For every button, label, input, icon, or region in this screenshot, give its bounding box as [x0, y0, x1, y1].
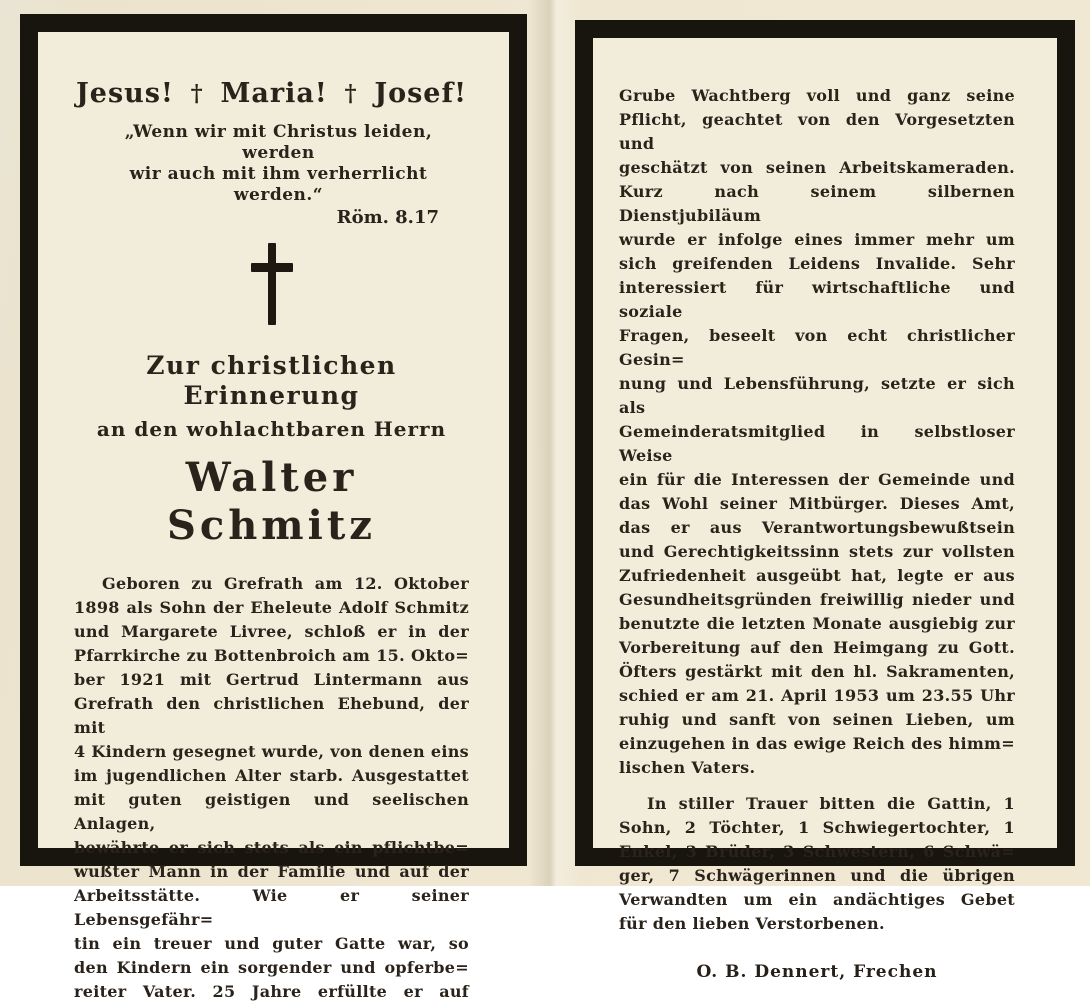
- scripture-quote-line: wir auch mit ihm verherrlicht werden.“: [129, 164, 428, 205]
- text-line: Geboren zu Grefrath am 12. Oktober: [102, 574, 469, 593]
- text-line: nung und Lebensführung, setzte er sich als: [619, 374, 1015, 417]
- text-line: benutzte die letzten Monate ausgiebig zur: [619, 614, 1015, 633]
- text-line: Pflicht, geachtet von den Vorgesetzten und: [619, 110, 1015, 153]
- left-page: [20, 14, 527, 1001]
- text-line: das Wohl seiner Mitbürger. Dieses Amt,: [619, 494, 1015, 513]
- text-line: wußter Mann in der Familie und auf der: [74, 862, 469, 881]
- text-line: ber 1921 mit Gertrud Lintermann aus: [74, 670, 469, 689]
- text-line: schied er am 21. April 1953 um 23.55 Uhr: [619, 686, 1015, 705]
- text-line: tin ein treuer und guter Gatte war, so: [74, 934, 469, 953]
- text-line: Kurz nach seinem silbernen Dienstjubiläum: [619, 182, 1015, 225]
- text-line: ruhig und sanft von seinen Lieben, um: [619, 710, 1015, 729]
- right-page: [575, 20, 1075, 982]
- text-line: ger, 7 Schwägerinnen und die übrigen: [619, 866, 1015, 885]
- text-line: Pfarrkirche zu Bottenbroich am 15. Okto=: [74, 646, 469, 665]
- dedication-line-2: an den wohlachtbaren Herrn: [96, 417, 447, 441]
- text-line: das er aus Verantwortungsbewußtsein: [619, 518, 1015, 537]
- biography-paragraph: [74, 572, 469, 1004]
- printer-credit: O. B. Dennert, Frechen: [696, 962, 938, 982]
- text-line: 1898 als Sohn der Eheleute Adolf Schmitz: [74, 598, 469, 617]
- text-line: Enkel, 3 Brüder, 3 Schwestern, 6 Schwä=: [619, 842, 1015, 861]
- text-line: Öfters gestärkt mit den hl. Sakramenten,: [619, 662, 1015, 681]
- text-line: bewährte er sich stets als ein pflichtbe=: [74, 838, 469, 857]
- cross-vertical-bar: [268, 243, 276, 325]
- invocation-josef: Josef!: [374, 78, 467, 109]
- scripture-reference: Röm. 8.17: [336, 207, 439, 228]
- invocation-line: [74, 78, 469, 109]
- text-line: Grube Wachtberg voll und ganz seine: [619, 86, 1015, 105]
- text-line: mit guten geistigen und seelischen Anlagen,: [74, 790, 469, 833]
- text-line: interessiert für wirtschaftliche und soziale: [619, 278, 1015, 321]
- text-line: im jugendlichen Alter starb. Ausgestattet: [74, 766, 469, 785]
- text-line: lischen Vaters.: [619, 758, 756, 777]
- latin-cross-icon: [247, 243, 297, 325]
- text-line: Zufriedenheit ausgeübt hat, legte er aus: [619, 566, 1015, 585]
- text-line: wurde er infolge eines immer mehr um: [619, 230, 1015, 249]
- deceased-name: Walter Schmitz: [166, 454, 377, 549]
- invocation-maria: Maria!: [220, 78, 328, 109]
- text-line: einzugehen in das ewige Reich des himm=: [619, 734, 1015, 753]
- text-line: den Kindern ein sorgender und opferbe=: [74, 958, 469, 977]
- biography-continued-paragraph: [619, 84, 1015, 780]
- text-line: und Gerechtigkeitssinn stets zur vollsten: [619, 542, 1015, 561]
- text-line: Grefrath den christlichen Ehebund, der mit: [74, 694, 469, 737]
- text-line: geschätzt von seinen Arbeitskameraden.: [619, 158, 1015, 177]
- text-line: Fragen, beseelt von echt christlicher Gesin=: [619, 326, 1015, 369]
- text-line: Gemeinderatsmitglied in selbstloser Weise: [619, 422, 1015, 465]
- mourning-paragraph: [619, 792, 1015, 936]
- invocation-jesus: Jesus!: [76, 78, 174, 109]
- center-fold: [528, 0, 580, 886]
- dedication-line-1: Zur christlichen Erinnerung: [146, 351, 397, 410]
- text-line: sich greifenden Leidens Invalide. Sehr: [619, 254, 1015, 273]
- text-line: ein für die Interessen der Gemeinde und: [619, 470, 1015, 489]
- text-line: Gesundheitsgründen freiwillig nieder und: [619, 590, 1015, 609]
- text-line: In stiller Trauer bitten die Gattin, 1: [647, 794, 1015, 813]
- cross-icon: †: [190, 80, 204, 107]
- text-line: für den lieben Verstorbenen.: [619, 914, 885, 933]
- cross-icon: †: [344, 80, 358, 107]
- scripture-quote: [74, 122, 469, 206]
- text-line: Sohn, 2 Töchter, 1 Schwiegertochter, 1: [619, 818, 1015, 837]
- scripture-quote-line: „Wenn wir mit Christus leiden, werden: [124, 122, 433, 163]
- text-line: Arbeitsstätte. Wie er seiner Lebensgefähr=: [74, 886, 469, 929]
- text-line: Verwandten um ein andächtiges Gebet: [619, 890, 1015, 909]
- text-line: Vorbereitung auf den Heimgang zu Gott.: [619, 638, 1015, 657]
- text-line: und Margarete Livree, schloß er in der: [74, 622, 469, 641]
- cross-horizontal-bar: [251, 263, 293, 272]
- text-line: 4 Kindern gesegnet wurde, von denen eins: [74, 742, 469, 761]
- text-line: reiter Vater. 25 Jahre erfüllte er auf: [74, 982, 469, 1001]
